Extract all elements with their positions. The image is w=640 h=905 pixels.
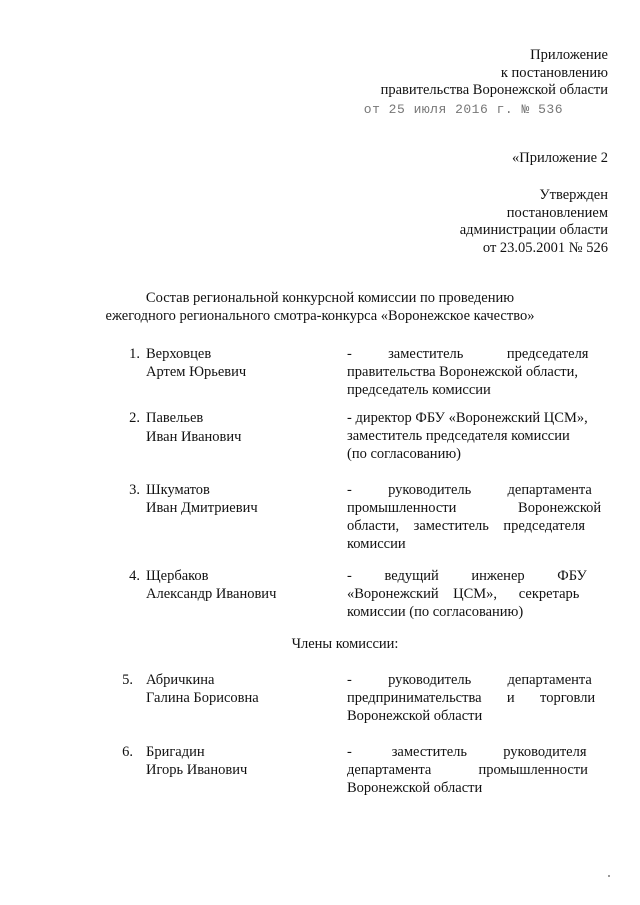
member-role xyxy=(347,345,603,399)
role-line: области, заместитель председателя xyxy=(347,518,585,534)
role-line: Воронежской области xyxy=(347,708,483,724)
header-line-1: Приложение xyxy=(530,47,608,63)
approved-line-3: администрации области xyxy=(459,222,608,238)
role-line: «Воронежский ЦСМ», секретарь xyxy=(347,586,580,602)
member-number: 5. xyxy=(122,672,133,688)
title-line-2: ежегодного регионального смотра-конкурса «Воронежское качество» xyxy=(105,308,535,324)
role-line: - заместитель председателя xyxy=(347,346,589,362)
member-role xyxy=(347,409,603,463)
member-given-name: Галина Борисовна xyxy=(146,690,259,706)
header-line-2: к постановлению xyxy=(500,64,608,81)
approved-line-1: Утвержден xyxy=(539,187,608,203)
member-number: 4. xyxy=(129,568,140,584)
member-name xyxy=(146,345,246,381)
role-line: председатель комиссии xyxy=(347,382,491,398)
member-given-name: Артем Юрьевич xyxy=(146,364,247,380)
role-line: комиссии (по согласованию) xyxy=(347,604,524,620)
member-surname: Щербаков xyxy=(146,568,209,584)
approved-block xyxy=(460,187,608,257)
member-given-name: Игорь Иванович xyxy=(146,762,248,778)
members-heading: Члены комиссии: xyxy=(291,636,399,652)
member-name xyxy=(146,409,241,446)
appendix-header xyxy=(364,47,608,118)
member-role xyxy=(347,743,603,797)
role-line: комиссии xyxy=(347,536,406,552)
member-number: 2. xyxy=(129,410,140,426)
member-number: 1. xyxy=(129,346,140,362)
member-surname: Шкуматов xyxy=(146,482,210,498)
member-surname: Верховцев xyxy=(146,346,212,362)
document-title xyxy=(0,289,640,325)
scan-speck xyxy=(608,875,610,877)
role-line: (по согласованию) xyxy=(347,446,461,462)
member-number: 3. xyxy=(129,482,140,498)
approved-line-2: постановлением xyxy=(506,204,608,221)
member-role xyxy=(347,671,603,725)
member-name xyxy=(146,567,276,603)
resolution-date-stamp: от 25 июля 2016 г. № 536 xyxy=(363,101,563,117)
member-surname: Бригадин xyxy=(146,744,205,760)
member-role xyxy=(347,481,603,553)
member-surname: Абричкина xyxy=(146,672,215,688)
title-line-1: Состав региональной конкурсной комиссии по проведению xyxy=(145,290,515,306)
member-given-name: Иван Дмитриевич xyxy=(146,500,258,516)
member-given-name: Иван Иванович xyxy=(146,429,242,445)
role-line: - директор ФБУ «Воронежский ЦСМ», xyxy=(347,410,588,426)
header-line-3: правительства Воронежской области xyxy=(380,82,608,98)
approved-line-4: от 23.05.2001 № 526 xyxy=(482,239,608,256)
member-role xyxy=(347,567,603,621)
role-line: - руководитель департамента xyxy=(347,672,592,688)
role-line: правительства Воронежской области, xyxy=(347,364,579,380)
member-name xyxy=(146,481,258,517)
member-number: 6. xyxy=(122,744,133,760)
role-line: заместитель председателя комиссии xyxy=(347,428,570,444)
role-line: - заместитель руководителя xyxy=(347,744,587,760)
role-line: Воронежской области xyxy=(347,780,483,796)
role-line: промышленности Воронежской xyxy=(347,500,602,516)
member-surname: Павельев xyxy=(146,410,204,426)
role-line: департамента промышленности xyxy=(347,762,588,778)
role-line: предпринимательства и торговли xyxy=(347,690,596,706)
member-name xyxy=(146,743,247,779)
role-line: - руководитель департамента xyxy=(347,482,592,498)
member-name xyxy=(146,671,259,707)
member-given-name: Александр Иванович xyxy=(146,586,277,602)
role-line: - ведущий инженер ФБУ xyxy=(347,568,587,584)
appendix-2-label: «Приложение 2 xyxy=(512,150,608,166)
